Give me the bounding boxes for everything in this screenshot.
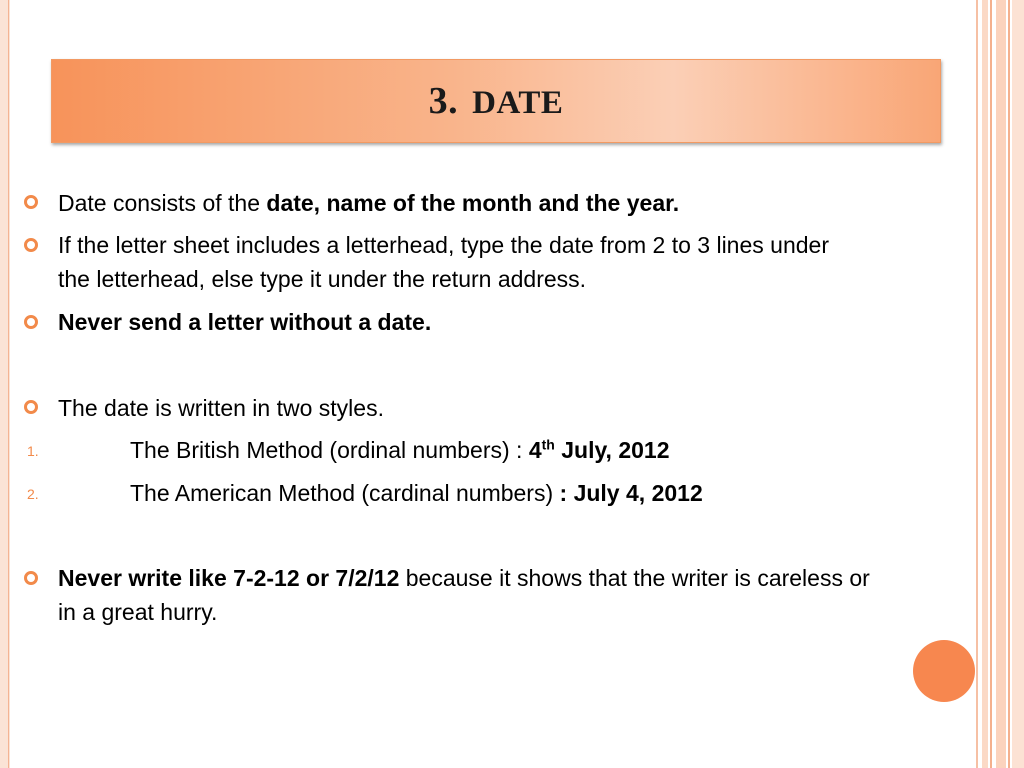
bullet-item-3: [58, 305, 431, 339]
numbered-text: The British Method (ordinal numbers) :: [130, 437, 529, 463]
bullet-item-1: [58, 186, 679, 220]
numbered-bold-text: : July 4, 2012: [559, 480, 703, 506]
bullet-item-4: The date is written in two styles.: [58, 395, 384, 421]
title-bar: [51, 59, 941, 143]
bullet-bold-text: Never send a letter without a date.: [58, 309, 432, 335]
slide-title: [429, 79, 564, 123]
bullet-item-5-line-2: in a great hurry.: [58, 599, 218, 625]
bullet-bold-text: Never write like 7-2-12 or 7/2/12: [58, 565, 400, 591]
stripe: [976, 0, 978, 768]
bullet-item-2-line-2: the letterhead, else type it under the return address.: [58, 266, 587, 292]
list-number: 2.: [27, 486, 39, 502]
bullet-icon: [24, 238, 38, 252]
bullet-text: Date consists of the: [58, 190, 267, 216]
ordinal-suffix: th: [541, 436, 555, 453]
stripe: [982, 0, 988, 768]
numbered-bold-text: [529, 437, 670, 463]
right-stripes-decoration: [976, 0, 1024, 768]
decorative-circle: [913, 640, 975, 702]
title-word: DATE: [472, 85, 564, 121]
ordinal-number: 4: [528, 437, 542, 463]
bullet-text: because it shows that the writer is careless or: [399, 565, 870, 591]
numbered-item-2: [130, 476, 703, 510]
stripe: [990, 0, 992, 768]
left-border-decoration: [0, 0, 10, 768]
numbered-item-1: [130, 433, 670, 467]
bullet-icon: [24, 315, 38, 329]
bullet-icon: [24, 571, 38, 585]
stripe: [1008, 0, 1010, 768]
stripe: [996, 0, 1006, 768]
bullet-item-2-line-1: If the letter sheet includes a letterhead, type the date from 2 to 3 lines under: [58, 232, 829, 258]
title-number: 3.: [428, 80, 459, 122]
bullet-icon: [24, 400, 38, 414]
bullet-item-5-line-1: [58, 561, 870, 595]
numbered-text: The American Method (cardinal numbers): [130, 480, 560, 506]
stripe: [1012, 0, 1024, 768]
bullet-bold-text: date, name of the month and the year.: [266, 190, 680, 216]
bullet-icon: [24, 195, 38, 209]
date-text: July, 2012: [554, 437, 670, 463]
list-number: 1.: [27, 443, 39, 459]
